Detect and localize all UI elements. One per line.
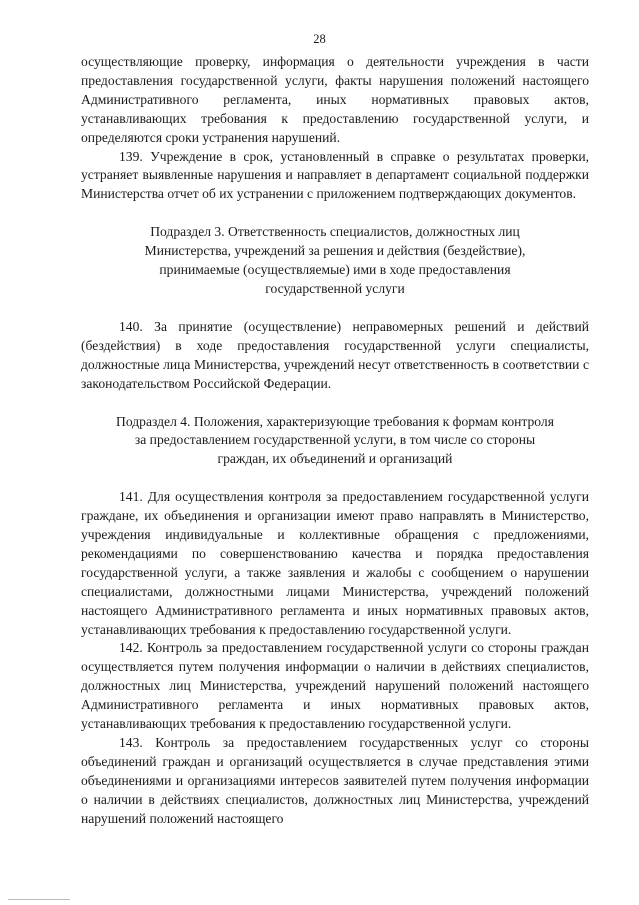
paragraph-143: 143. Контроль за предоставлением государственных услуг со стороны объединений граждан и организаций осуществляется в случае представления этими объединениями и организациями интересов заявителей путем получения информации о наличии в действиях специалистов, должностных лиц Министерства, учреждений нарушений положений настоящего [81,735,589,826]
subsection-4-heading-line: за предоставлением государственной услуги, в том числе со стороны [134,432,536,448]
subsection-3-heading-line: Министерства, учреждений за решения и действия (бездействие), [144,243,526,259]
document-body [81,53,589,829]
scan-edge-line [8,899,70,900]
paragraph-140: 140. За принятие (осуществление) неправомерных решений и действий (бездействия) в ходе предоставления государственной услуги специалисты, должностные лица Министерства, учреждений несут ответственность в соответствии с законодательством Российской Федерации. [81,318,589,391]
paragraph-139: 139. Учреждение в срок, установленный в справке о результатах проверки, устраняет выявленные нарушения и направляет в департамент социальной поддержки Министерства отчет об их устранении с приложением подтверждающих документов. [81,148,589,202]
subsection-3-heading-line: Подраздел 3. Ответственность специалистов, должностных лиц [150,224,520,240]
paragraph-142: 142. Контроль за предоставлением государственной услуги со стороны граждан осуществляется путем получения информации о наличии в действиях специалистов, должностных лиц Министерства, учреждений нарушений положений настоящего Административного регламента и иных нормативных правовых актов, устанавливающих требования к предоставлению государственной услуги. [81,640,589,732]
subsection-4-heading-line: граждан, их объединений и организаций [217,451,453,467]
paragraph-continuation: осуществляющие проверку, информация о деятельности учреждения в части предоставления государственной услуги, факты нарушения положений настоящего Административного регламента, иных нормативных правовых актов, устанавливающих требования к предоставлению государственной услуги, и определяются сроки устранения нарушений. [81,54,589,145]
subsection-4-heading-line: Подраздел 4. Положения, характеризующие требования к формам контроля [116,413,554,429]
subsection-3-heading-line: принимаемые (осуществляемые) ими в ходе предоставления [159,262,511,278]
subsection-4-heading [81,413,589,470]
subsection-3-heading [81,223,589,299]
subsection-3-heading-line: государственной услуги [265,280,405,296]
page-number: 28 [313,32,326,46]
paragraph-141: 141. Для осуществления контроля за предоставлением государственной услуги граждане, их объединения и организации имеют право направлять в Министерство, учреждения индивидуальные и коллективные обращения с предложениями, рекомендациями по совершенствованию качества и порядка предоставления государственной услуги, а также заявления и жалобы с сообщением о нарушении специалистами, должностными лицами Министерства, учреждений положений настоящего Административного регламента и иных нормативных правовых актов, устанавливающих требования к предоставлению государственной услуги. [81,489,589,637]
